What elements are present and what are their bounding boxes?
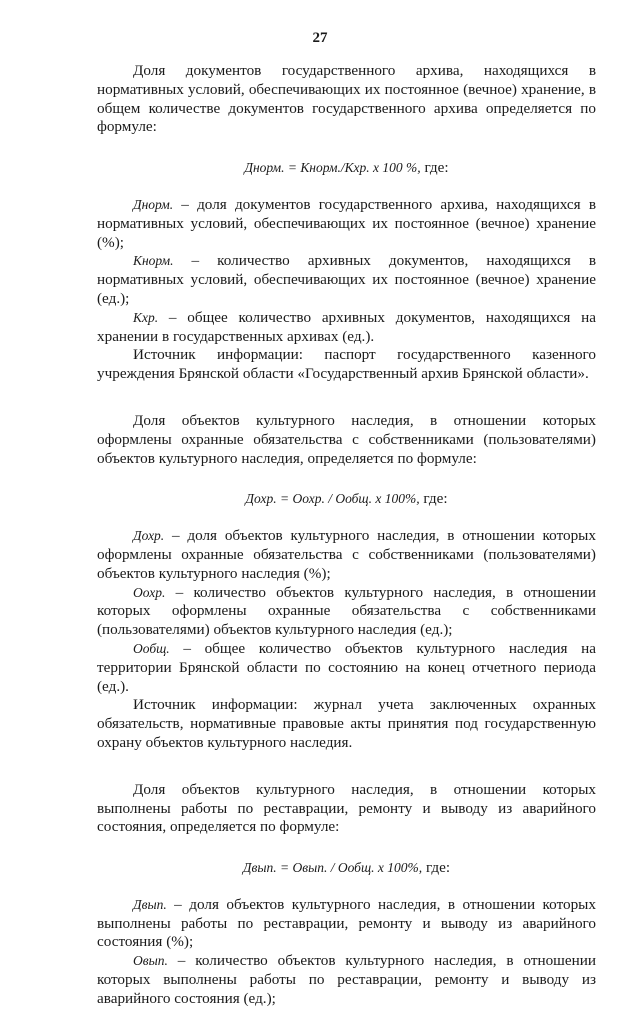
formula-suffix: где:: [422, 859, 451, 877]
definition-symbol: Дохр.: [133, 528, 165, 544]
definition-text: – доля объектов культурного наследия, в отношении которых выполнены работы по реставрации, ремонту и выводу из аварийного состояния (%);: [97, 895, 596, 951]
definition-symbol: Днорм.: [133, 196, 174, 212]
definition: [97, 584, 596, 640]
paragraph-intro: Доля объектов культурного наследия, в отношении которых выполнены работы по реставрации, ремонту и выводу из аварийного состояния, определяется по формуле:: [97, 780, 596, 836]
definition-symbol: Кнорм.: [133, 253, 174, 269]
formula-suffix: где:: [419, 490, 448, 508]
paragraph-source: Источник информации: паспорт государственного казенного учреждения Брянской области «Государственный архив Брянской области».: [97, 346, 596, 383]
formula-expression: Дохр. = Оохр. / Ообщ. х 100%,: [245, 491, 420, 507]
definition: [97, 896, 596, 952]
definition: [97, 952, 596, 1008]
definition: [97, 196, 596, 252]
definition-symbol: Двып.: [133, 896, 167, 912]
document-body: [97, 62, 596, 1009]
formula-expression: Днорм. = Кнорм./Кхр. х 100 %,: [244, 160, 421, 176]
definition-symbol: Оохр.: [133, 584, 166, 600]
definition-text: – доля документов государственного архива, находящихся в нормативных условий, обеспечивающих их постоянное (вечное) хранение (%);: [97, 195, 596, 251]
definition-text: – количество объектов культурного наследия, в отношении которых выполнены работы по реставрации, ремонту и выводу из аварийного состояния (ед.);: [97, 952, 596, 1007]
definition: [97, 527, 596, 583]
formula: [97, 859, 596, 878]
page-number: 27: [312, 30, 328, 46]
definition-symbol: Овып.: [133, 953, 168, 969]
definition-symbol: Кхр.: [133, 309, 159, 325]
definition: [97, 252, 596, 308]
formula-suffix: где:: [420, 159, 449, 177]
definition: [97, 640, 596, 696]
definition-text: – количество объектов культурного наследия, в отношении которых оформлены охранные обязательства с собственниками (пользователями) объектов культурного наследия (ед.);: [97, 583, 596, 639]
definition-text: – общее количество объектов культурного наследия на территории Брянской области по состоянию на конец отчетного периода (ед.).: [97, 639, 596, 695]
definition-text: – количество архивных документов, находящихся в нормативных условий, обеспечивающих их постоянное (вечное) хранение (ед.);: [97, 252, 596, 307]
definition: [97, 309, 596, 347]
formula: [97, 490, 596, 509]
formula: [97, 159, 596, 178]
definition-text: – доля объектов культурного наследия, в отношении которых оформлены охранные обязательства с собственниками (пользователями) объектов культурного наследия (%);: [97, 527, 596, 582]
definition-text: – общее количество архивных документов, находящихся на хранении в государственных архивах (ед.).: [97, 308, 596, 345]
paragraph-intro: Доля объектов культурного наследия, в отношении которых оформлены охранные обязательства с собственниками (пользователями) объектов культурного наследия, определяется по формуле:: [97, 411, 596, 467]
formula-expression: Двып. = Овып. / Ообщ. х 100%,: [242, 860, 423, 876]
paragraph-source: Источник информации: журнал учета заключенных охранных обязательств, нормативные правовые акты принятия под государственную охрану объектов культурного наследия.: [97, 696, 596, 751]
paragraph-intro: Доля документов государственного архива, находящихся в нормативных условий, обеспечивающих их постоянное (вечное) хранение, в общем количестве документов государственного архива определяется по формуле:: [97, 62, 596, 136]
definition-symbol: Ообщ.: [133, 640, 170, 656]
